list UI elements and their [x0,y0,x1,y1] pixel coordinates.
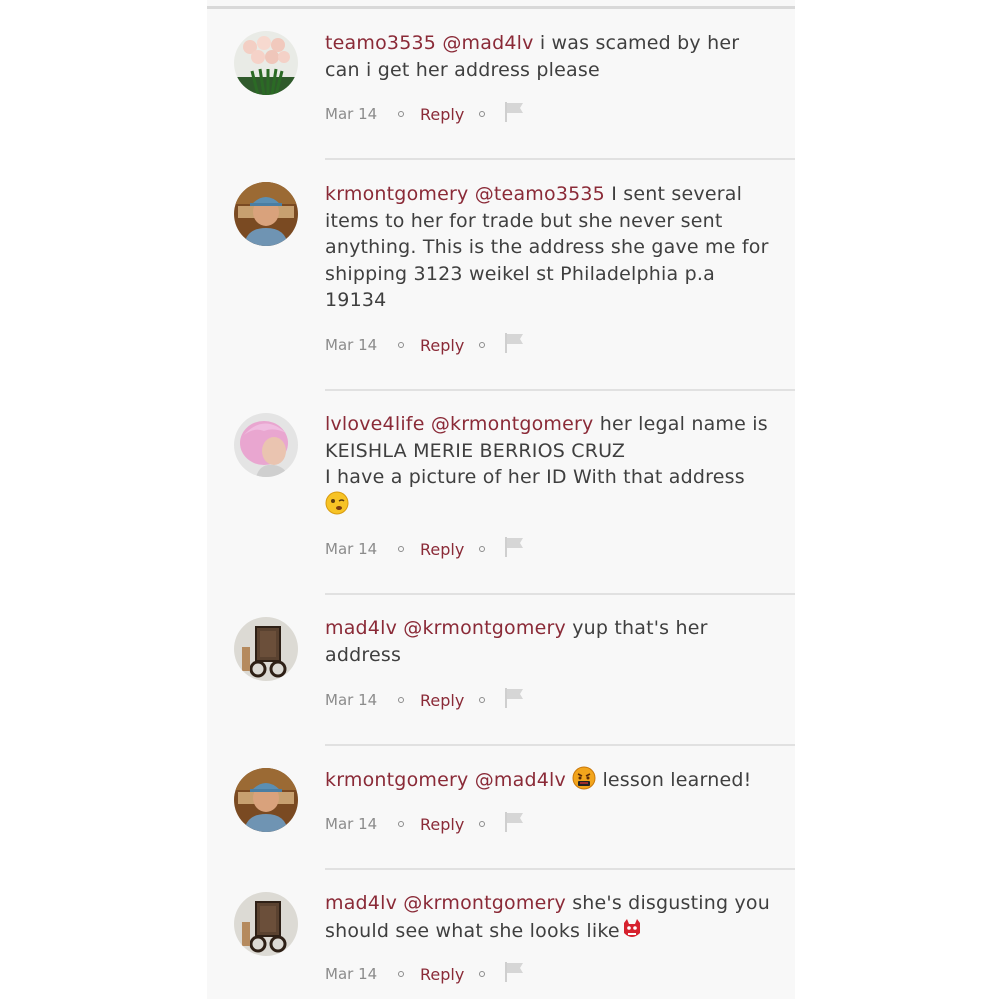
comment-username[interactable]: teamo3535 [325,32,437,54]
comment-text [325,615,775,668]
flag-icon[interactable] [503,537,525,561]
reply-button[interactable]: Reply [420,539,465,559]
separator-dot [398,342,404,348]
separator-dot [398,821,404,827]
comment-meta [325,102,525,126]
user-avatar[interactable] [234,768,298,832]
reply-button[interactable]: Reply [420,335,465,355]
comment-divider [325,744,795,746]
user-avatar[interactable] [234,617,298,681]
comment-username[interactable]: krmontgomery [325,769,469,791]
comment-mention[interactable]: @krmontgomery [403,617,566,639]
comment-username[interactable]: mad4lv [325,892,398,914]
comment-date: Mar 14 [325,965,378,983]
winking-face-icon [325,491,349,523]
reply-button[interactable]: Reply [420,690,465,710]
comment-text [325,766,775,798]
pink-hair-avatar-icon [234,413,298,477]
reply-button[interactable]: Reply [420,104,465,124]
comment-date: Mar 14 [325,540,378,558]
person-cap-avatar-icon [234,768,298,832]
flag-icon[interactable] [503,812,525,836]
ogre-face-icon [620,917,644,949]
flag-icon[interactable] [503,688,525,712]
comment-date: Mar 14 [325,815,378,833]
comment-text [325,890,775,948]
reply-button[interactable]: Reply [420,814,465,834]
comment-mention[interactable]: @teamo3535 [474,183,605,205]
comment-body: i was scamed by her can i get her address please [325,32,740,81]
comment-date: Mar 14 [325,105,378,123]
comment-meta [325,333,525,357]
comment-mention[interactable]: @krmontgomery [403,892,566,914]
roses-avatar-icon [234,31,298,95]
separator-dot [479,971,485,977]
separator-dot [479,111,485,117]
comment-username[interactable]: krmontgomery [325,183,469,205]
comment-meta [325,537,525,561]
flag-icon[interactable] [503,962,525,986]
cursing-face-icon [572,766,596,798]
comment-text [325,30,775,83]
comment-divider [325,593,795,595]
comment-body: yup that's her address [325,617,708,666]
flag-icon[interactable] [503,102,525,126]
comment-body: she's disgusting you should see what she looks like [325,892,771,942]
separator-dot [479,697,485,703]
separator-dot [398,111,404,117]
comment-divider [325,389,795,391]
comment-mention[interactable]: @krmontgomery [430,413,594,435]
comment-text [325,411,775,522]
comment-mention[interactable]: @mad4lv [474,769,566,791]
trunk-avatar-icon [234,617,298,681]
user-avatar[interactable] [234,182,298,246]
comment-date: Mar 14 [325,691,378,709]
reply-button[interactable]: Reply [420,964,465,984]
separator-dot [398,697,404,703]
comment-username[interactable]: mad4lv [325,617,398,639]
flag-icon[interactable] [503,333,525,357]
comment-body: her legal name is KEISHLA MERIE BERRIOS CRUZ [325,413,768,462]
comment-meta [325,688,525,712]
comment-divider [325,868,795,870]
trunk-avatar-icon [234,892,298,956]
separator-dot [479,821,485,827]
user-avatar[interactable] [234,413,298,477]
comment-body: lesson learned! [602,769,752,791]
separator-dot [398,546,404,552]
user-avatar[interactable] [234,892,298,956]
comment-divider [325,158,795,160]
comment-meta [325,962,525,986]
comment-text [325,181,775,314]
comment-meta [325,812,525,836]
top-divider [207,6,795,9]
comment-body: I sent several items to her for trade but she never sent anything. This is the address she gave me for shipping 3123 weikel st Philadelphia p.a 19134 [325,183,769,311]
comment-body-line2: I have a picture of her ID With that address [325,466,745,488]
comment-mention[interactable]: @mad4lv [442,32,534,54]
comment-username[interactable]: lvlove4life [325,413,425,435]
separator-dot [398,971,404,977]
user-avatar[interactable] [234,31,298,95]
comment-date: Mar 14 [325,336,378,354]
separator-dot [479,546,485,552]
separator-dot [479,342,485,348]
person-cap-avatar-icon [234,182,298,246]
